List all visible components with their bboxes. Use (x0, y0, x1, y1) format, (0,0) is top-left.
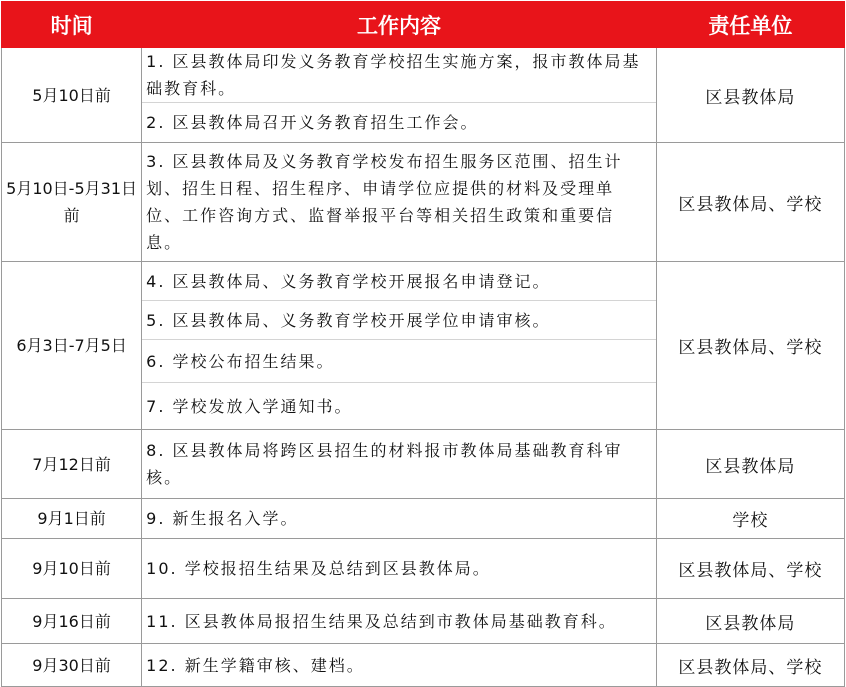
time-cell: 5月10日前 (2, 48, 142, 143)
content-cell (142, 262, 657, 430)
content-cell (142, 143, 657, 262)
table-row (2, 48, 845, 143)
task-item: 1. 区县教体局印发义务教育学校招生实施方案，报市教体局基础教育科。 (142, 48, 656, 103)
unit-cell: 区县教体局 (656, 48, 844, 143)
unit-cell: 区县教体局、学校 (656, 644, 844, 687)
task-item: 3. 区县教体局及义务教育学校发布招生服务区范围、招生计划、招生日程、招生程序、申请学位应提供的材料及受理单位、工作咨询方式、监督举报平台等相关招生政策和重要信息。 (146, 152, 623, 252)
task-item: 12. 新生学籍审核、建档。 (146, 655, 365, 675)
content-cell (142, 430, 657, 499)
task-item: 7. 学校发放入学通知书。 (146, 396, 353, 416)
task-item: 6. 学校公布招生结果。 (142, 340, 656, 383)
content-cell (142, 539, 657, 599)
unit-cell: 区县教体局、学校 (656, 539, 844, 599)
task-item: 5. 区县教体局、义务教育学校开展学位申请审核。 (142, 301, 656, 340)
table-row (2, 539, 845, 599)
task-item: 11. 区县教体局报招生结果及总结到市教体局基础教育科。 (146, 611, 617, 631)
table-row (2, 499, 845, 539)
header-row (2, 2, 845, 48)
content-cell (142, 644, 657, 687)
task-item: 9. 新生报名入学。 (146, 509, 299, 528)
unit-cell: 区县教体局 (656, 599, 844, 644)
table-row (2, 644, 845, 687)
task-item: 4. 区县教体局、义务教育学校开展报名申请登记。 (142, 262, 656, 301)
time-cell: 9月10日前 (2, 539, 142, 599)
table-row (2, 430, 845, 499)
time-cell: 6月3日-7月5日 (2, 262, 142, 430)
content-cell (142, 599, 657, 644)
header-unit: 责任单位 (656, 2, 844, 48)
unit-cell: 区县教体局、学校 (656, 262, 844, 430)
task-item: 8. 区县教体局将跨区县招生的材料报市教体局基础教育科审核。 (146, 441, 623, 487)
content-cell (142, 48, 657, 143)
time-cell: 5月10日-5月31日前 (2, 143, 142, 262)
table-row (2, 599, 845, 644)
task-item: 10. 学校报招生结果及总结到区县教体局。 (146, 559, 491, 578)
time-cell: 9月30日前 (2, 644, 142, 687)
time-cell: 9月1日前 (2, 499, 142, 539)
unit-cell: 学校 (656, 499, 844, 539)
header-content: 工作内容 (142, 2, 657, 48)
table-row (2, 262, 845, 430)
schedule-table (1, 1, 845, 687)
table-row (2, 143, 845, 262)
header-time: 时间 (2, 2, 142, 48)
task-item: 2. 区县教体局召开义务教育招生工作会。 (146, 113, 479, 132)
unit-cell: 区县教体局、学校 (656, 143, 844, 262)
time-cell: 9月16日前 (2, 599, 142, 644)
content-cell (142, 499, 657, 539)
time-cell: 7月12日前 (2, 430, 142, 499)
unit-cell: 区县教体局 (656, 430, 844, 499)
